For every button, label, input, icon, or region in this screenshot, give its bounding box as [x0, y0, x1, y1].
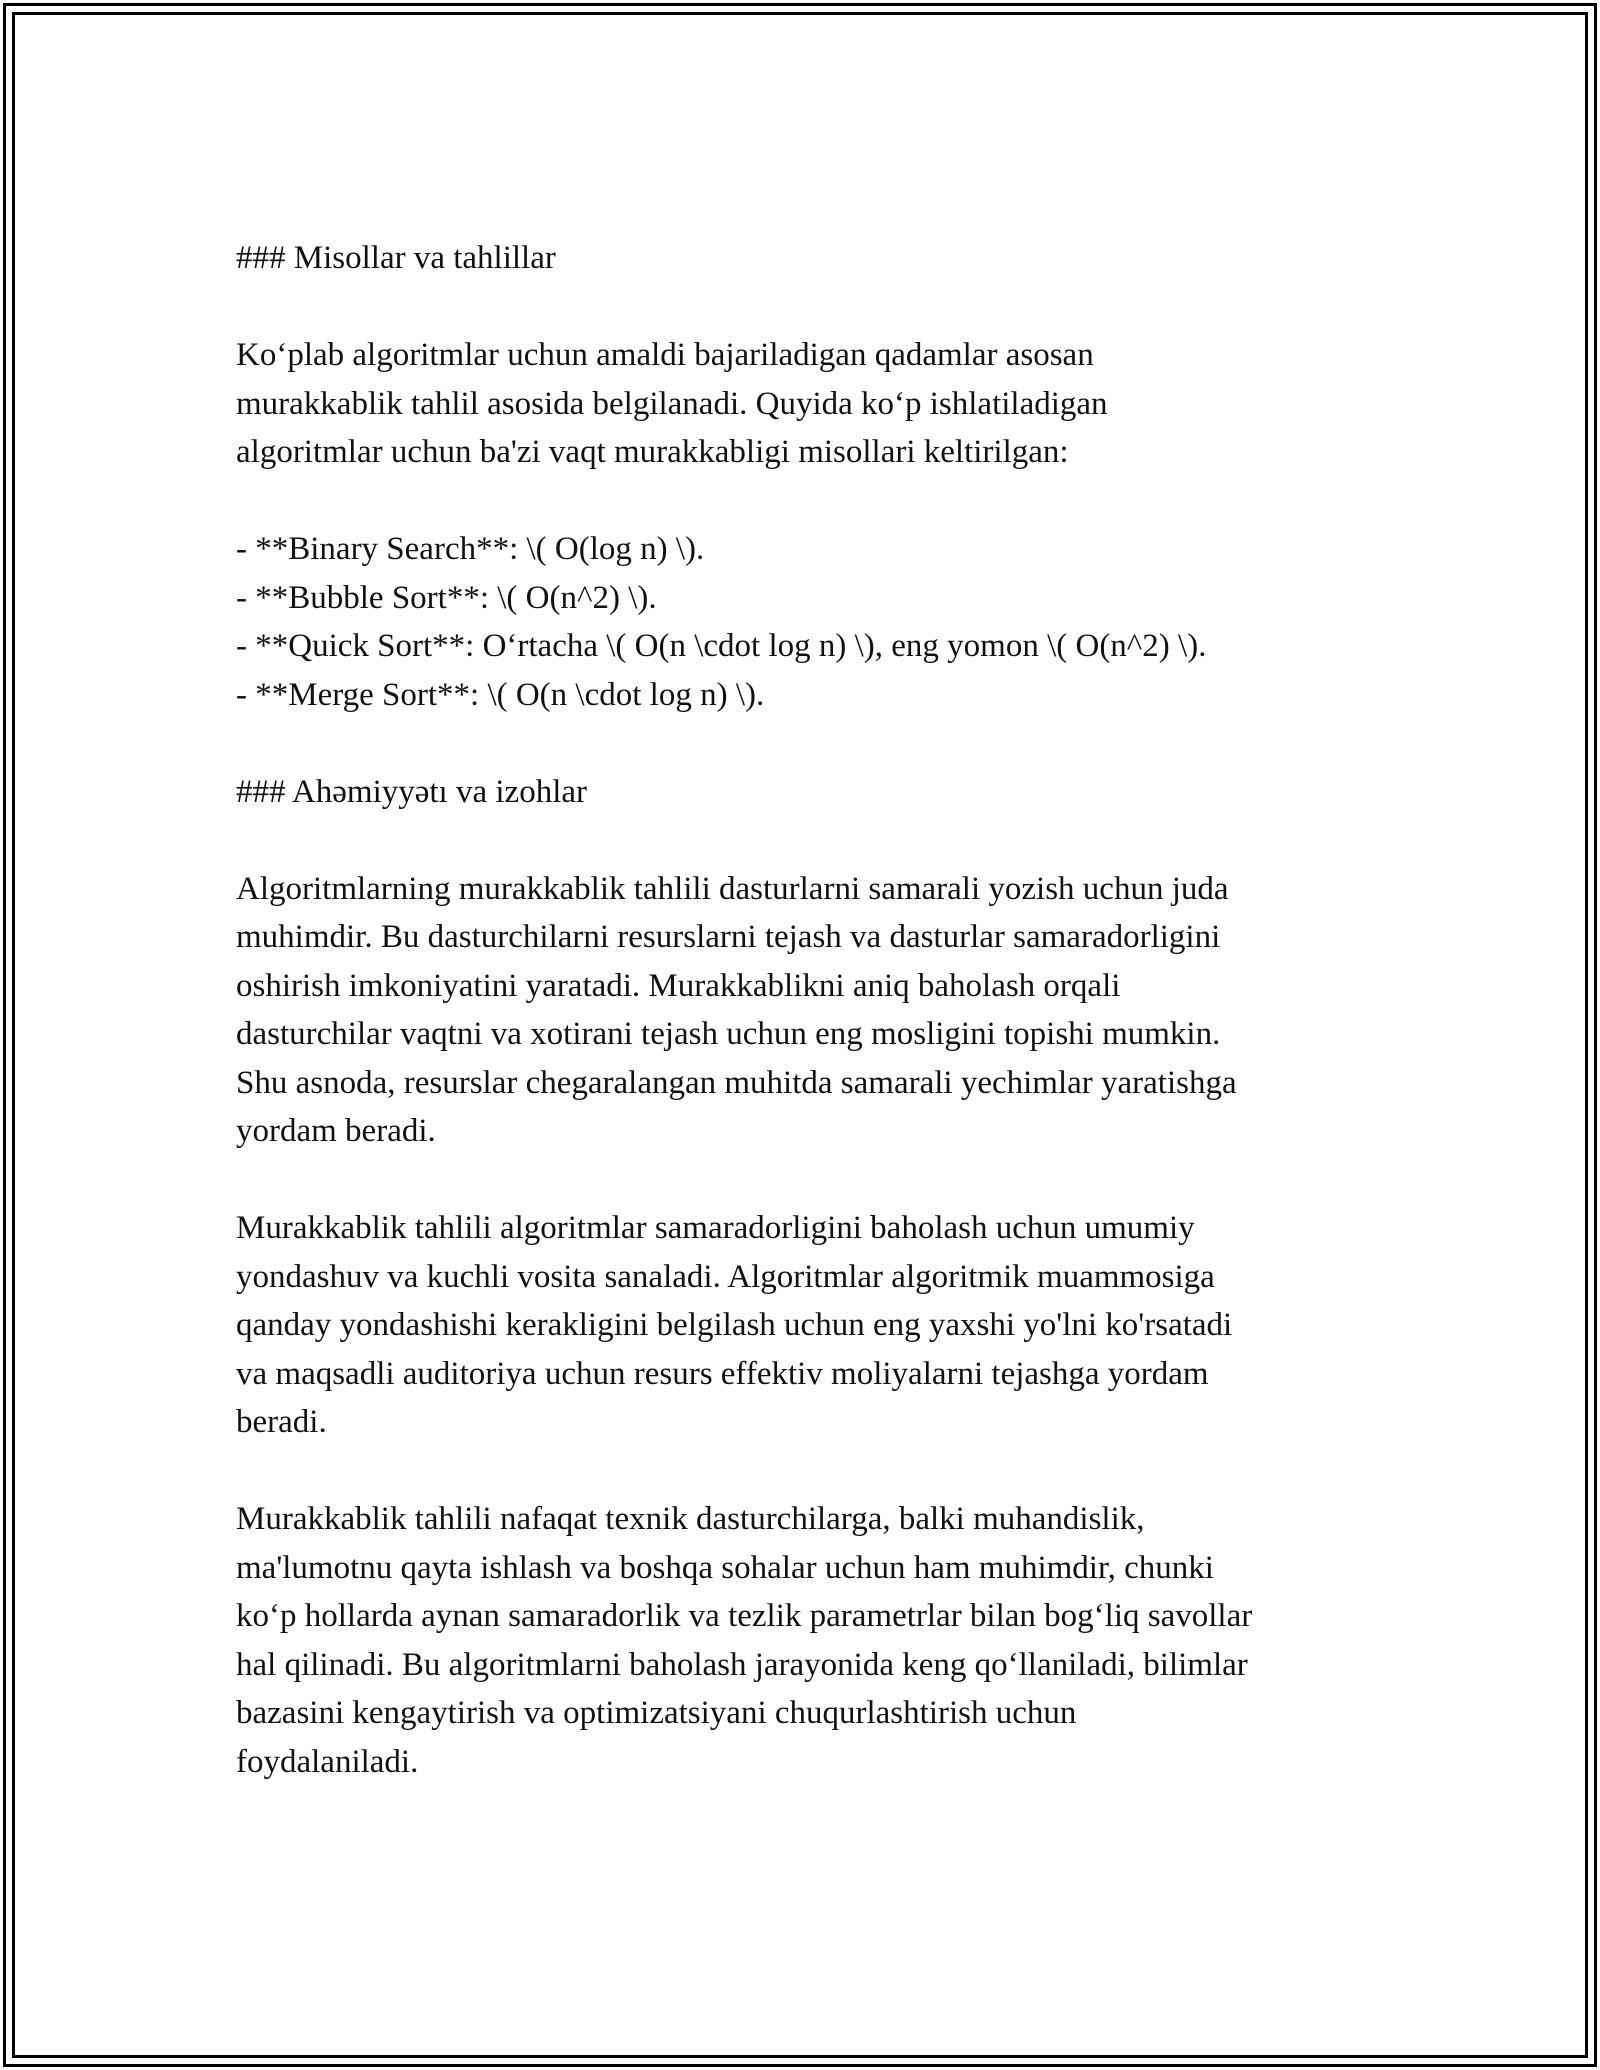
spacer: [236, 719, 1386, 768]
complexity-list: [236, 525, 1386, 719]
spacer: [236, 477, 1386, 526]
document-body: [236, 234, 1386, 1786]
spacer: [236, 283, 1386, 332]
list-item: - **Merge Sort**: \( O(n \cdot log n) \).: [236, 676, 765, 713]
spacer: [236, 816, 1386, 865]
spacer: [236, 1447, 1386, 1496]
section-heading-importance: ### Ahəmiyyətı va izohlar: [236, 773, 587, 810]
intro-paragraph: Ko‘plab algoritmlar uchun amaldi bajariladigan qadamlar asosan murakkablik tahlil asosida belgilanadi. Quyida ko‘p ishlatiladigan algoritmlar uchun ba'zi vaqt murakkabligi misollari keltirilgan:: [236, 337, 1108, 470]
list-item: - **Bubble Sort**: \( O(n^2) \).: [236, 579, 657, 616]
body-paragraph-2: Murakkablik tahlili algoritmlar samaradorligini baholash uchun umumiy yondashuv va kuchli vosita sanaladi. Algoritmlar algoritmik muammosiga qanday yondashishi kerakligini belgilash uchun eng yaxshi yo'lni ko'rsatadi va maqsadli auditoriya uchun resurs effektiv moliyalarni tejashga yordam beradi.: [236, 1210, 1233, 1440]
body-paragraph-3: Murakkablik tahlili nafaqat texnik dasturchilarga, balki muhandislik, ma'lumotnu qayta ishlash va boshqa sohalar uchun ham muhimdir, chunki ko‘p hollarda aynan samaradorlik va tezlik parametrlar bilan bog‘liq savollar hal qilinadi. Bu algoritmlarni baholash jarayonida keng qo‘llaniladi, bilimlar bazasini kengaytirish va optimizatsiyani chuqurlashtirish uchun foydalaniladi.: [236, 1501, 1253, 1780]
spacer: [236, 1156, 1386, 1205]
list-item: - **Quick Sort**: O‘rtacha \( O(n \cdot log n) \), eng yomon \( O(n^2) \).: [236, 628, 1207, 664]
body-paragraph-1: Algoritmlarning murakkablik tahlili dasturlarni samarali yozish uchun juda muhimdir. Bu dasturchilarni resurslarni tejash va dasturlar samaradorligini oshirish imkoniyatini yaratadi. Murakkablikni aniq baholash orqali dasturchilar vaqtni va xotirani tejash uchun eng mosligini topishi mumkin. Shu asnoda, resurslar chegaralangan muhitda samarali yechimlar yaratishga yordam beradi.: [236, 870, 1237, 1149]
section-heading-examples: ### Misollar va tahlillar: [236, 240, 556, 276]
list-item: - **Binary Search**: \( O(log n) \).: [236, 531, 705, 567]
